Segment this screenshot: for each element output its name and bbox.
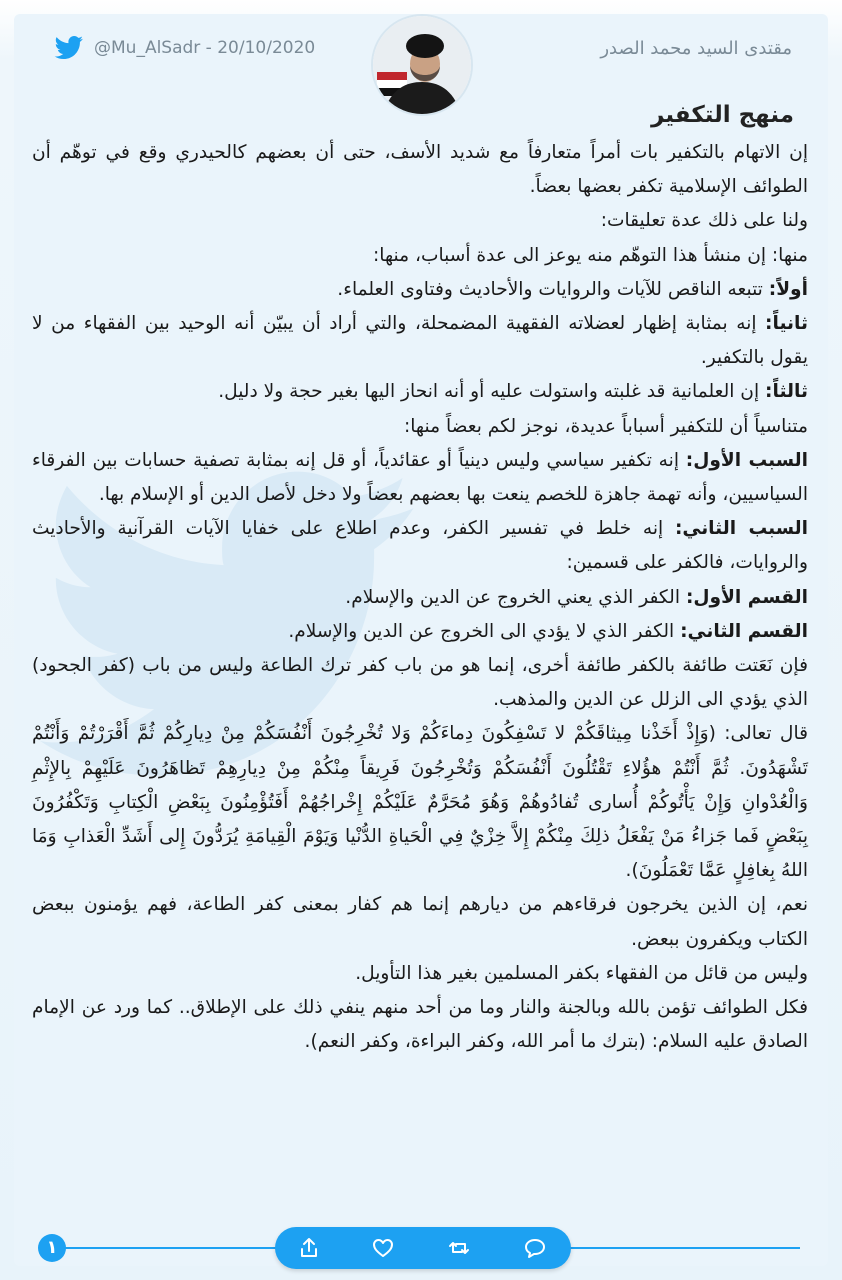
- avatar[interactable]: [373, 16, 471, 114]
- quran-quote-paragraph: قال تعالى: (وَإِذْ أَخَذْنا مِيثاقَكُمْ لا تَسْفِكُونَ دِماءَكُمْ وَلا تُخْرِجُونَ أَنْفُسَكُمْ مِنْ دِيارِكُمْ ثُمَّ أَقْرَرْتُمْ وَأَنْتُمْ تَشْهَدُونَ. ثُمَّ أَنْتُمْ هؤُلاءِ تَقْتُلُونَ أَنْفُسَكُمْ وَتُخْرِجُونَ فَرِيقاً مِنْكُمْ مِنْ دِيارِهِمْ تَظاهَرُونَ عَلَيْهِمْ بِالإِثْمِ وَالْعُدْوانِ وَإِنْ يَأْتُوكُمْ أُسارى تُفادُوهُمْ وَهُوَ مُحَرَّمٌ عَلَيْكُمْ إِخْراجُهُمْ أَفَتُؤْمِنُونَ بِبَعْضِ الْكِتابِ وَتَكْفُرُونَ بِبَعْضٍ فَما جَزاءُ مَنْ يَفْعَلُ ذلِكَ مِنْكُمْ إِلاَّ خِزْيٌ فِي الْحَياةِ الدُّنْيا وَيَوْمَ الْقِيامَةِ يُرَدُّونَ إِلى أَشَدِّ الْعَذابِ وَمَا اللهُ بِغافِلٍ عَمَّا تَعْمَلُونَ).: [32, 723, 808, 882]
- paragraph: متناسياً أن للتكفير أسباباً عديدة، نوجز لكم بعضاً منها:: [403, 415, 808, 437]
- point-label: أولاً:: [768, 278, 808, 300]
- paragraph: فإن نَعَتت طائفة بالكفر طائفة أخرى، إنما هو من باب كفر ترك الطاعة وليس من باب (كفر الجحود) الذي يؤدي الى الزلل عن الدين والمذهب.: [32, 655, 808, 711]
- header: [0, 0, 842, 100]
- paragraph: القسم الأول: الكفر الذي يعني الخروج عن الدين والإسلام.: [345, 586, 808, 608]
- account-handle-date[interactable]: @Mu_AlSadr - 20/10/2020: [94, 38, 316, 58]
- like-heart-icon[interactable]: [371, 1236, 395, 1260]
- tweet-action-bar: [275, 1227, 571, 1269]
- paragraph: ثالثاً: إن العلمانية قد غلبته واستولت عليه أو أنه انحاز اليها بغير حجة ولا دليل.: [218, 381, 808, 403]
- point-label: ثالثاً:: [765, 381, 808, 403]
- footer-divider-right: [560, 1247, 800, 1249]
- post-body: [32, 136, 808, 1059]
- reply-icon[interactable]: [523, 1236, 547, 1260]
- paragraph: أولاً: تتبعه الناقص للآيات والروايات والأحاديث وفتاوى العلماء.: [337, 278, 808, 300]
- paragraph: ولنا على ذلك عدة تعليقات:: [600, 210, 808, 232]
- point-label: ثانياً:: [765, 313, 808, 335]
- point-label: السبب الأول:: [685, 449, 808, 471]
- share-icon[interactable]: [297, 1236, 321, 1260]
- paragraph: نعم، إن الذين يخرجون فرقاءهم من ديارهم إنما هم كفار بمعنى كفر الطاعة، فهم يؤمنون ببعض الكتاب ويكفرون ببعض.: [32, 894, 808, 950]
- paragraph: القسم الثاني: الكفر الذي لا يؤدي الى الخروج عن الدين والإسلام.: [288, 620, 808, 642]
- point-label: السبب الثاني:: [674, 518, 808, 540]
- point-label: القسم الأول:: [685, 586, 808, 608]
- paragraph: فكل الطوائف تؤمن بالله وبالجنة والنار وما من أحد منهم ينفي ذلك على الإطلاق.. كما ورد عن الإمام الصادق عليه السلام: (بترك ما أمر الله، وكفر البراءة، وكفر النعم).: [32, 997, 808, 1053]
- post-title: منهج التكفير: [651, 102, 794, 128]
- paragraph: ثانياً: إنه بمثابة إظهار لعضلاته الفقهية المضمحلة، والتي أراد أن يبيّن أنه الوحيد بين الفقهاء من لا يقول بالتكفير.: [32, 313, 808, 369]
- author-name: مقتدى السيد محمد الصدر: [600, 38, 792, 59]
- twitter-bird-icon: [54, 36, 84, 60]
- retweet-icon[interactable]: [447, 1236, 471, 1260]
- paragraph: السبب الأول: إنه تكفير سياسي وليس دينياً أو عقائدياً، أو قل إنه بمثابة تصفية حسابات بين الفرقاء السياسيين، وأنه تهمة جاهزة للخصم ينعت بها بعضهم بعضاً ولا دخل لأصل الدين أو الإسلام بها.: [32, 449, 808, 506]
- page-number-badge: ١: [38, 1234, 66, 1262]
- paragraph: وليس من قائل من الفقهاء بكفر المسلمين بغير هذا التأويل.: [355, 962, 808, 984]
- avatar-portrait-icon: [373, 16, 471, 114]
- paragraph: السبب الثاني: إنه خلط في تفسير الكفر، وعدم اطلاع على خفايا الآيات القرآنية والأحاديث والروايات، فالكفر على قسمين:: [32, 518, 808, 574]
- footer-divider-left: [64, 1247, 284, 1249]
- paragraph: منها: إن منشأ هذا التوهّم منه يوعز الى عدة أسباب، منها:: [373, 244, 808, 266]
- paragraph: إن الاتهام بالتكفير بات أمراً متعارفاً مع شديد الأسف، حتى أن بعضهم كالحيدري وقع في توهّم أن الطوائف الإسلامية تكفر بعضها بعضاً.: [32, 142, 808, 198]
- point-label: القسم الثاني:: [680, 620, 808, 642]
